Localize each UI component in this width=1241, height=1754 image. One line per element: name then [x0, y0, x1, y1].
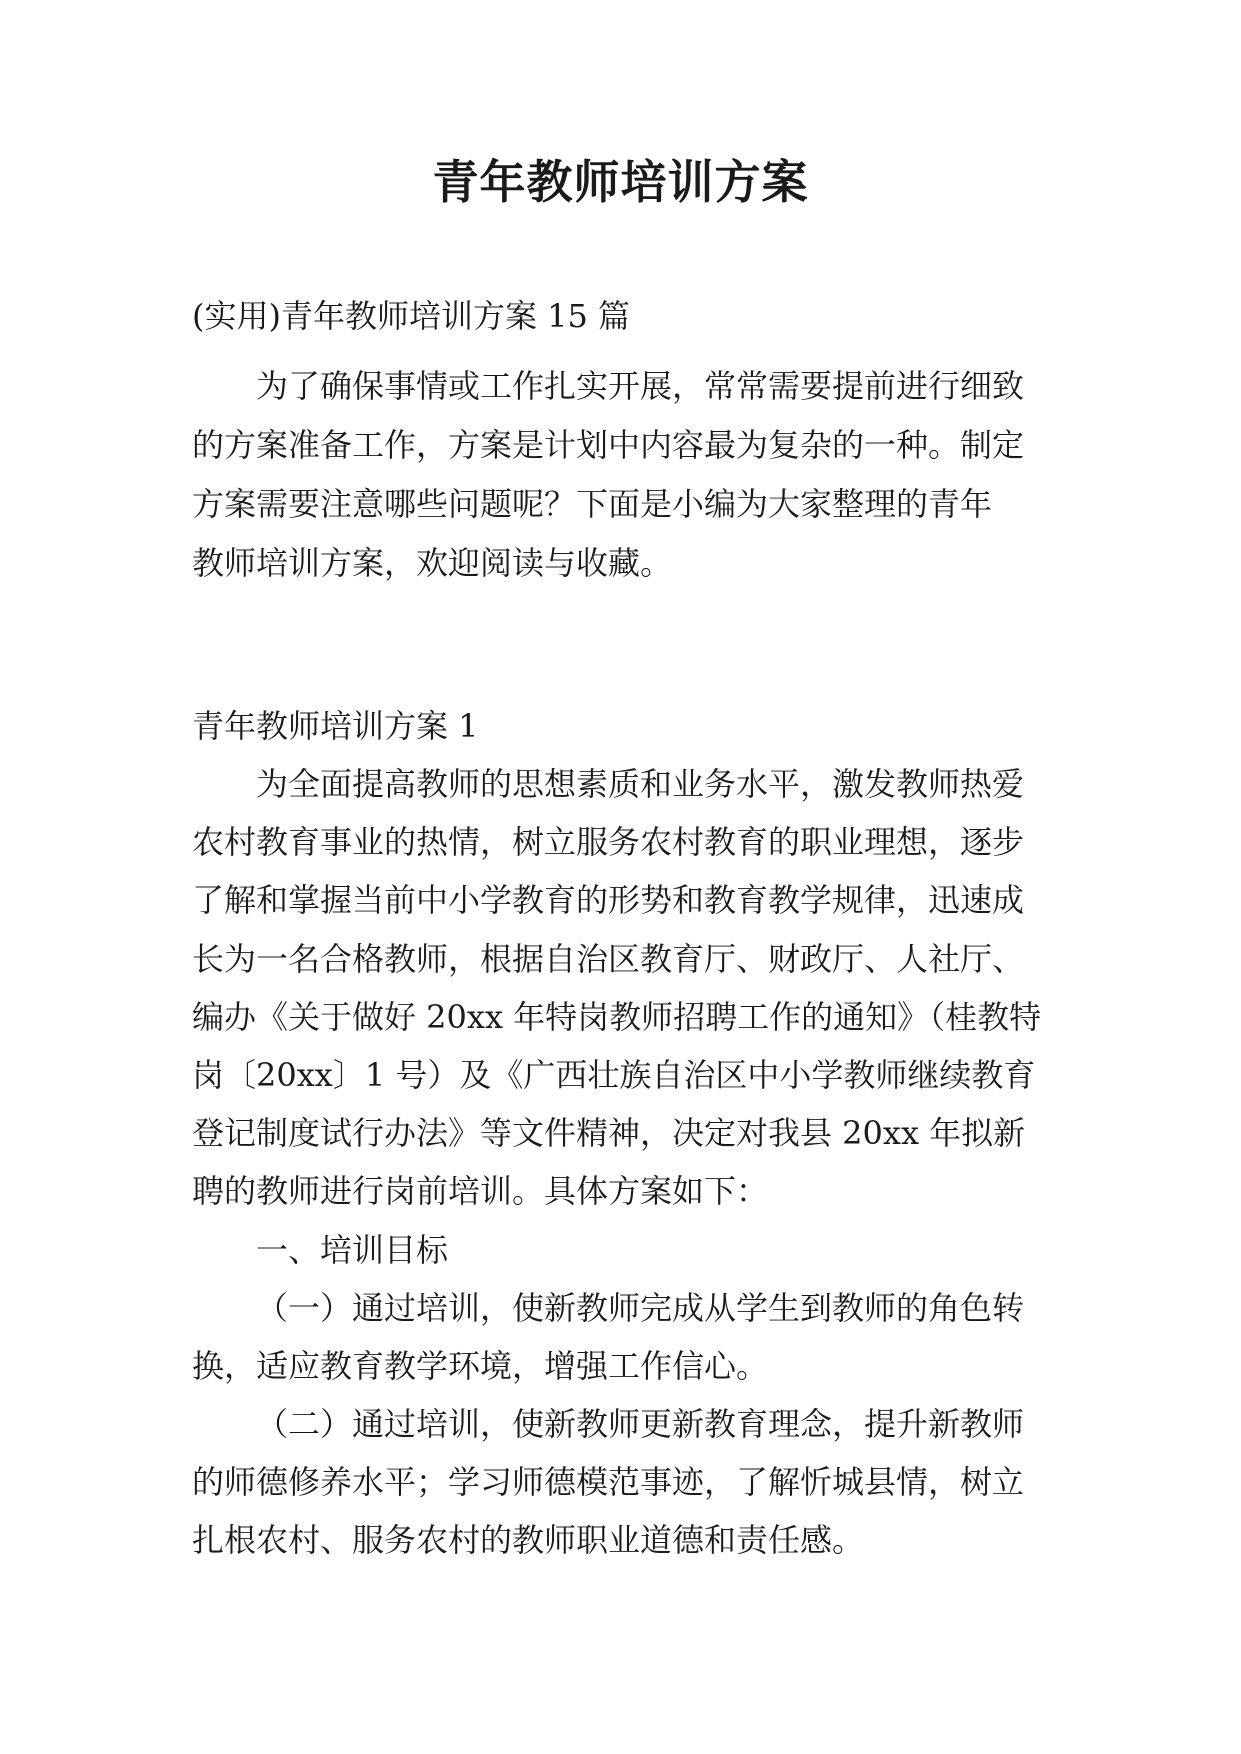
body-line: （二）通过培训，使新教师更新教育理念，提升新教师 [256, 1405, 1025, 1444]
section-heading: 青年教师培训方案 1 [192, 707, 479, 745]
intro-paragraph [192, 366, 1062, 602]
intro-line: 教师培训方案，欢迎阅读与收藏。 [192, 544, 673, 582]
intro-line: 方案需要注意哪些问题呢？下面是小编为大家整理的青年 [192, 485, 993, 523]
body-line: 扎根农村、服务农村的教师职业道德和责任感。 [192, 1521, 865, 1560]
body-line: 换，适应教育教学环境，增强工作信心。 [192, 1346, 769, 1385]
body-line: 了解和掌握当前中小学教育的形势和教育教学规律，迅速成 [192, 881, 1025, 920]
body-line: 登记制度试行办法》等文件精神，决定对我县 20xx 年拟新 [192, 1114, 1026, 1153]
intro-line: 的方案准备工作，方案是计划中内容最为复杂的一种。制定 [192, 426, 1025, 464]
section-body [192, 764, 1062, 1579]
body-line: 编办《关于做好 20xx 年特岗教师招聘工作的通知》（桂教特 [192, 997, 1042, 1036]
body-line: （一）通过培训，使新教师完成从学生到教师的角色转 [256, 1288, 1025, 1327]
document-subtitle: (实用)青年教师培训方案 15 篇 [192, 297, 631, 335]
body-line: 长为一名合格教师，根据自治区教育厅、财政厅、人社厅、 [192, 939, 1025, 978]
document-title: 青年教师培训方案 [432, 155, 809, 209]
body-line: 农村教育事业的热情，树立服务农村教育的职业理想，逐步 [192, 823, 1025, 862]
body-line: 岗〔20xx〕1 号）及《广西壮族自治区中小学教师继续教育 [192, 1055, 1036, 1094]
body-line: 的师德修养水平；学习师德模范事迹，了解忻城县情，树立 [192, 1463, 1025, 1502]
body-line: 聘的教师进行岗前培训。具体方案如下： [192, 1172, 769, 1211]
intro-line: 为了确保事情或工作扎实开展，常常需要提前进行细致 [256, 367, 1025, 405]
subsection-heading: 一、培训目标 [256, 1230, 449, 1269]
body-line: 为全面提高教师的思想素质和业务水平，激发教师热爱 [256, 765, 1025, 803]
